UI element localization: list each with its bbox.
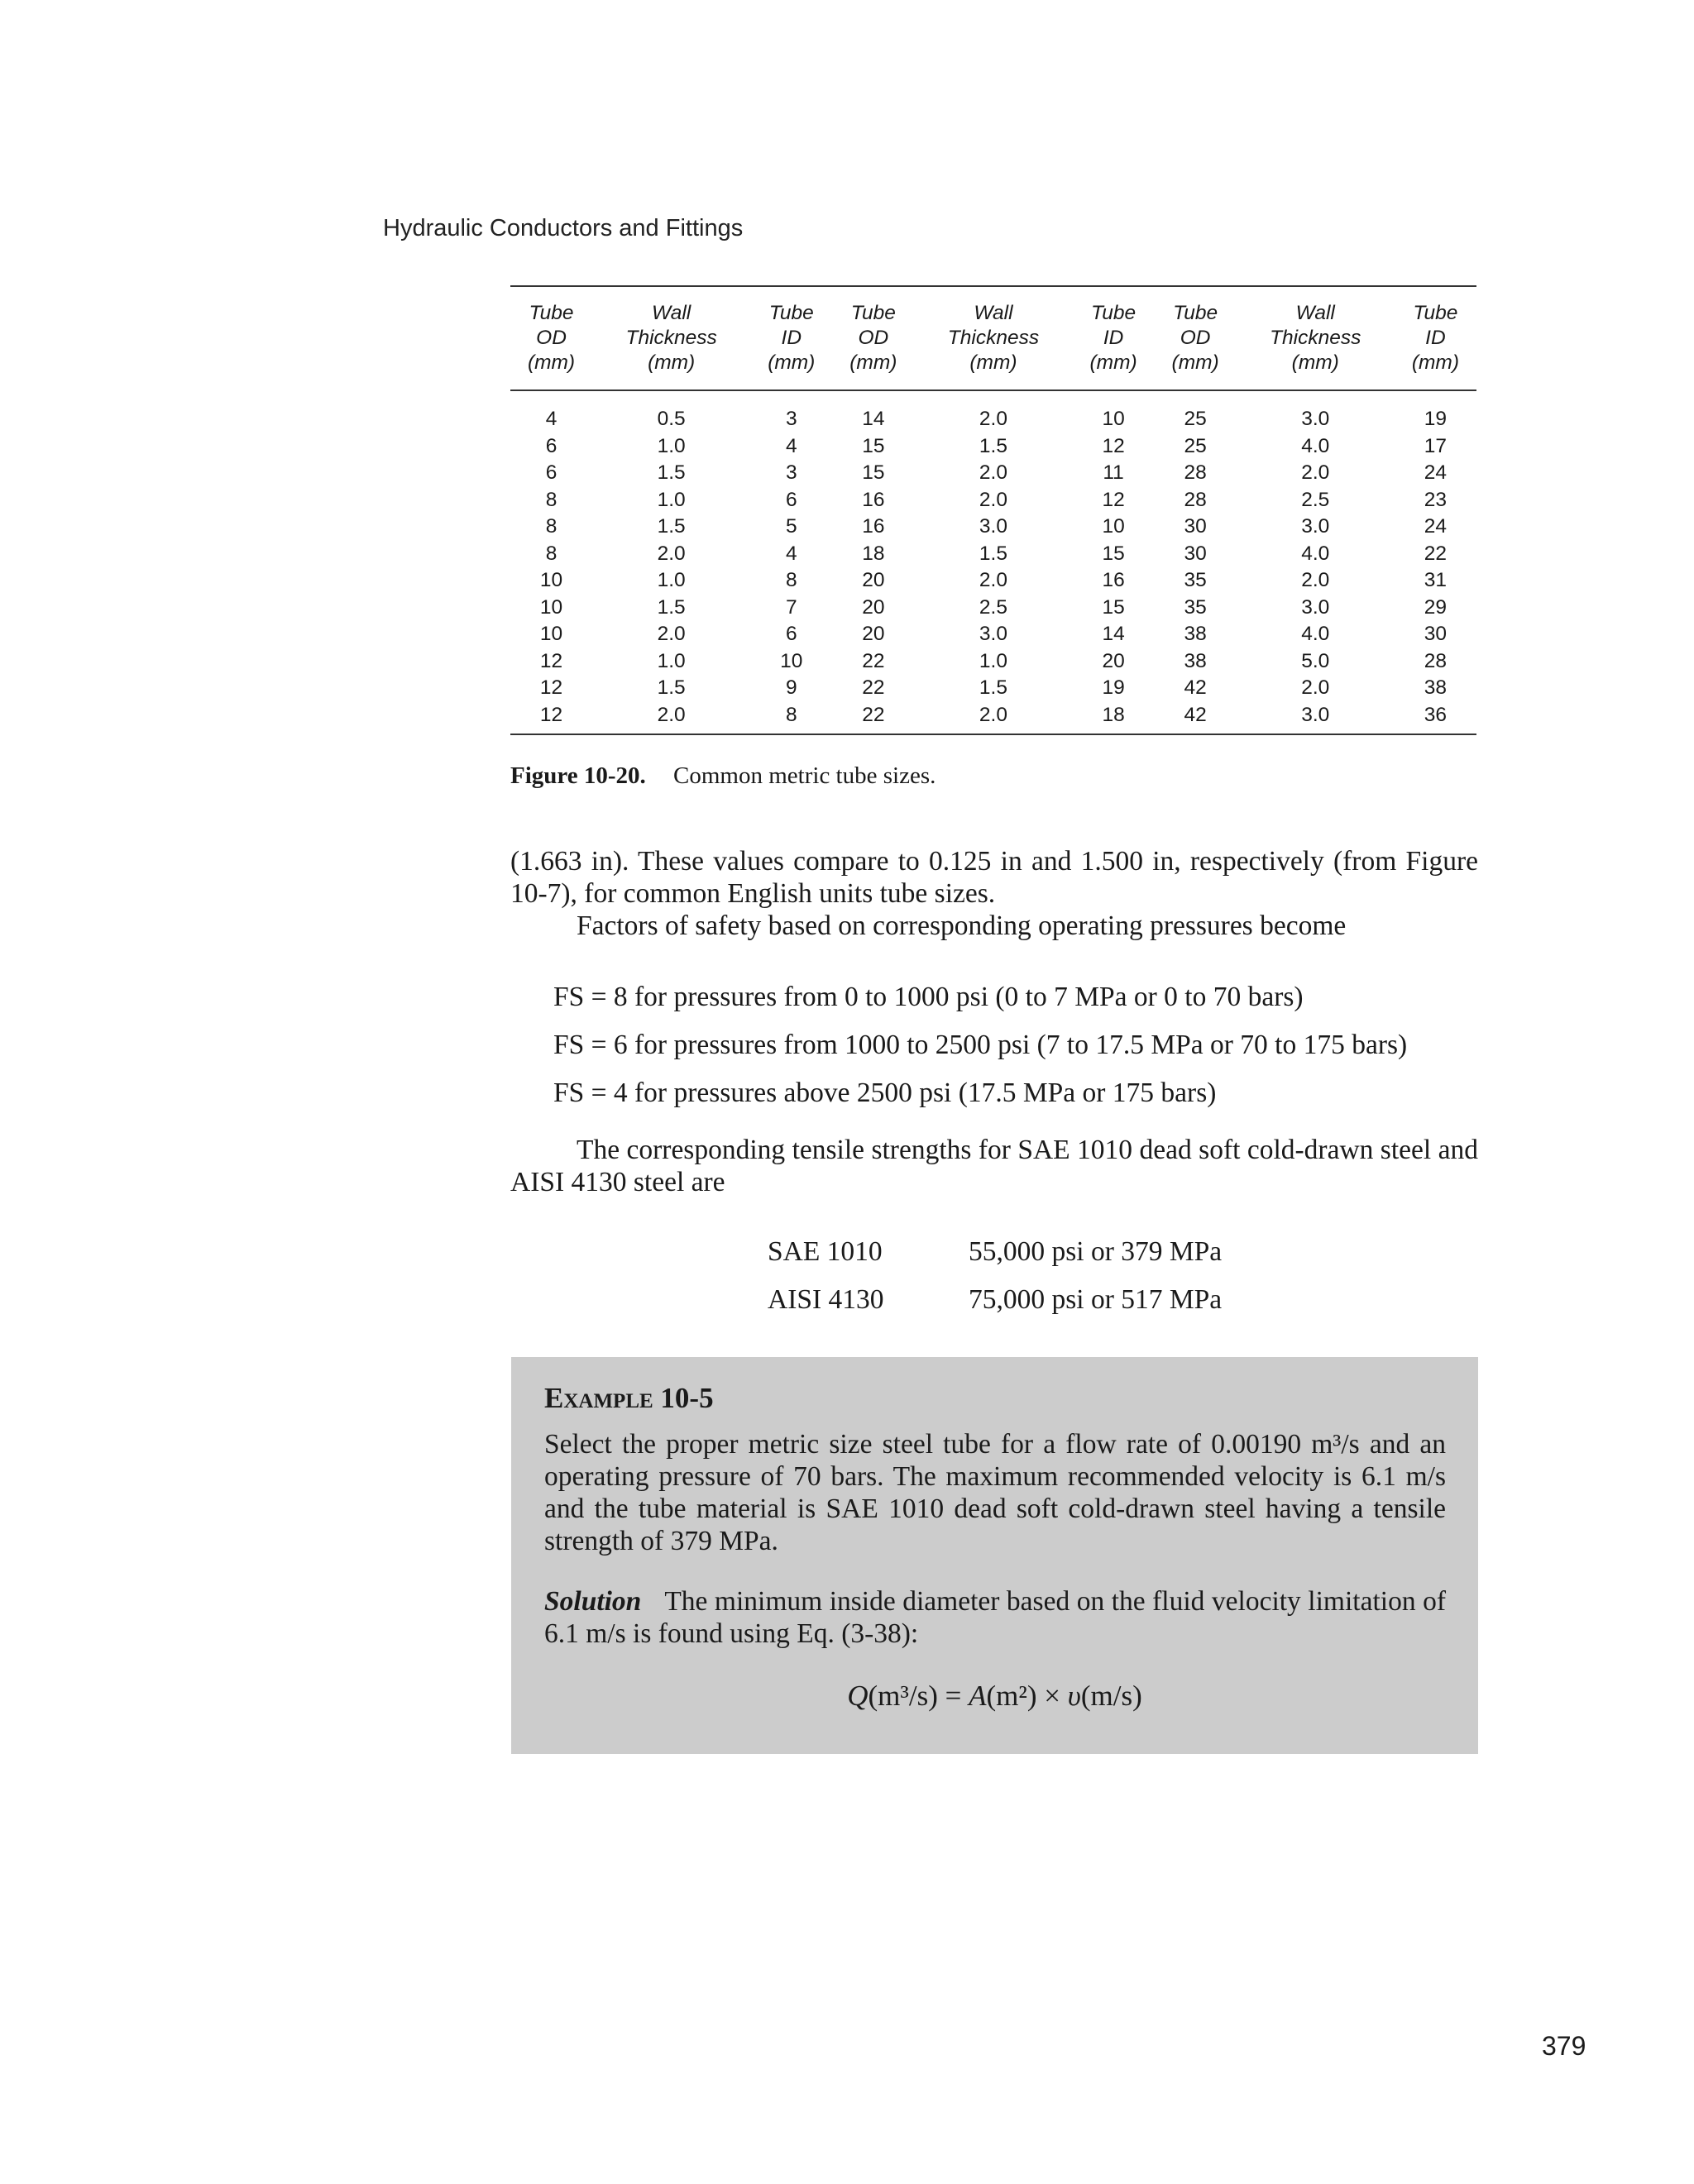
equation-times: × bbox=[1044, 1680, 1061, 1712]
column-header-line: OD bbox=[536, 327, 567, 349]
table-cell: 11 bbox=[1103, 461, 1124, 484]
table-row bbox=[510, 621, 1476, 648]
column-header-line: OD bbox=[858, 327, 889, 349]
table-cell: 2.0 bbox=[979, 461, 1007, 484]
column-header-line: (mm) bbox=[768, 351, 816, 374]
table-cell: 10 bbox=[539, 569, 563, 591]
column-header-line: (mm) bbox=[648, 351, 696, 374]
table-cell: 2.0 bbox=[1301, 569, 1330, 591]
table-cell: 1.0 bbox=[979, 649, 1007, 672]
column-header-line: (mm) bbox=[1291, 351, 1339, 374]
table-cell: 30 bbox=[1184, 542, 1207, 565]
table-cell: 3 bbox=[785, 408, 797, 430]
table-cell: 3.0 bbox=[1301, 515, 1330, 538]
table-cell: 8 bbox=[545, 488, 557, 511]
safety-factor-item: FS = 4 for pressures above 2500 psi (17.5 MPa or 175 bars) bbox=[553, 1078, 1217, 1108]
figure-caption-text: Common metric tube sizes. bbox=[673, 762, 936, 789]
table-cell: 20 bbox=[862, 595, 885, 619]
table-cell: 1.0 bbox=[657, 649, 686, 672]
table-cell: 25 bbox=[1184, 434, 1207, 457]
figure-label: Figure 10-20. bbox=[510, 762, 646, 789]
table-cell: 4 bbox=[785, 434, 797, 457]
paragraph-comparison: (1.663 in). These values compare to 0.125 in and 1.500 in, respectively (from Figure 10-7), for common English units tube sizes. bbox=[510, 846, 1478, 909]
table-cell: 14 bbox=[1102, 623, 1125, 645]
table-row bbox=[510, 487, 1476, 514]
column-header-line: OD bbox=[1180, 327, 1211, 349]
column-header-line: Tube bbox=[529, 302, 574, 324]
table-cell: 16 bbox=[1102, 569, 1125, 591]
table-cell: 42 bbox=[1184, 703, 1207, 726]
solution-text: The minimum inside diameter based on the fluid velocity limitation of 6.1 m/s is found using Eq. (3-38): bbox=[544, 1586, 1446, 1649]
table-row bbox=[510, 514, 1476, 541]
equation-v: υ bbox=[1067, 1680, 1081, 1712]
example-title: Example 10-5 bbox=[544, 1382, 714, 1414]
table-cell: 2.5 bbox=[1301, 488, 1330, 511]
table-cell: 2.0 bbox=[979, 569, 1007, 591]
column-header-line: (mm) bbox=[1089, 351, 1137, 374]
table-cell: 18 bbox=[1102, 703, 1125, 726]
column-header-line: Thickness bbox=[1270, 327, 1361, 349]
table-cell: 3.0 bbox=[1301, 703, 1330, 726]
table-cell: 22 bbox=[862, 703, 885, 726]
table-cell: 35 bbox=[1184, 569, 1207, 591]
table-cell: 1.5 bbox=[657, 461, 686, 484]
table-cell: 5.0 bbox=[1301, 649, 1330, 672]
column-header-line: Tube bbox=[1413, 302, 1458, 324]
table-cell: 2.0 bbox=[979, 703, 1007, 726]
example-solution-paragraph bbox=[544, 1585, 1446, 1650]
table-cell: 15 bbox=[862, 461, 885, 484]
table-cell: 31 bbox=[1424, 569, 1448, 591]
table-cell: 10 bbox=[1102, 515, 1125, 538]
table-cell: 4 bbox=[545, 408, 557, 430]
table-cell: 3.0 bbox=[1301, 408, 1330, 430]
table-row bbox=[510, 460, 1476, 487]
table-cell: 2.0 bbox=[657, 703, 686, 726]
table-cell: 1.5 bbox=[657, 676, 686, 699]
material-strength: 75,000 psi or 517 MPa bbox=[969, 1284, 1223, 1315]
table-cell: 22 bbox=[862, 649, 885, 672]
table-cell: 2.0 bbox=[1301, 461, 1330, 484]
table-cell: 10 bbox=[539, 595, 563, 619]
column-header bbox=[510, 286, 592, 390]
column-header bbox=[914, 286, 1072, 390]
table-cell: 7 bbox=[785, 595, 797, 619]
table-cell: 16 bbox=[862, 488, 885, 511]
table-cell: 8 bbox=[785, 703, 797, 726]
table-cell: 10 bbox=[539, 623, 563, 645]
table-cell: 3.0 bbox=[979, 515, 1007, 538]
table-cell: 6 bbox=[545, 461, 557, 484]
table-cell: 2.0 bbox=[979, 488, 1007, 511]
table-cell: 38 bbox=[1184, 649, 1207, 672]
example-box bbox=[511, 1357, 1478, 1754]
table-header-row bbox=[510, 286, 1476, 390]
table-cell: 38 bbox=[1424, 676, 1448, 699]
column-header bbox=[832, 286, 914, 390]
table-cell: 12 bbox=[1102, 434, 1125, 457]
table-cell: 6 bbox=[785, 623, 797, 645]
safety-factor-item: FS = 8 for pressures from 0 to 1000 psi (0 to 7 MPa or 0 to 70 bars) bbox=[553, 982, 1304, 1012]
table-cell: 8 bbox=[545, 542, 557, 565]
table-cell: 30 bbox=[1424, 623, 1448, 645]
strength-row bbox=[768, 1276, 1222, 1324]
table-cell: 3.0 bbox=[979, 623, 1007, 645]
column-header-line: Thickness bbox=[625, 327, 717, 349]
table-cell: 2.5 bbox=[979, 595, 1007, 619]
table-cell: 3.0 bbox=[1301, 595, 1330, 619]
table-cell: 12 bbox=[539, 676, 563, 699]
column-header-line: ID bbox=[1103, 327, 1124, 349]
table-cell: 12 bbox=[539, 703, 563, 726]
table-cell: 1.0 bbox=[657, 488, 686, 511]
equation-v-units: (m/s) bbox=[1080, 1680, 1142, 1712]
column-header-line: Wall bbox=[1295, 302, 1335, 324]
table-cell: 4.0 bbox=[1301, 623, 1330, 645]
column-header-line: Tube bbox=[768, 302, 814, 324]
table-cell: 1.5 bbox=[979, 434, 1007, 457]
column-header-line: (mm) bbox=[1411, 351, 1459, 374]
table-cell: 2.0 bbox=[979, 408, 1007, 430]
column-header bbox=[750, 286, 832, 390]
tensile-strength-table bbox=[768, 1228, 1222, 1324]
table-cell: 20 bbox=[1102, 649, 1125, 672]
table-cell: 5 bbox=[785, 515, 797, 538]
table-cell: 1.5 bbox=[979, 542, 1007, 565]
equation-q: Q bbox=[847, 1680, 869, 1712]
table-cell: 19 bbox=[1102, 676, 1125, 699]
table-cell: 10 bbox=[1102, 408, 1125, 430]
table-cell: 1.5 bbox=[657, 595, 686, 619]
table-cell: 2.0 bbox=[657, 542, 686, 565]
table-cell: 12 bbox=[539, 649, 563, 672]
table-cell: 24 bbox=[1424, 515, 1448, 538]
table-cell: 28 bbox=[1184, 488, 1207, 511]
equation-a-units: (m²) bbox=[986, 1680, 1037, 1712]
column-header-line: Tube bbox=[1173, 302, 1218, 324]
equation-q-units: (m³/s) bbox=[868, 1680, 938, 1712]
table-row bbox=[510, 567, 1476, 595]
table-cell: 28 bbox=[1184, 461, 1207, 484]
page-number: 379 bbox=[1542, 2031, 1586, 2061]
table-cell: 36 bbox=[1424, 703, 1448, 726]
material-name: AISI 4130 bbox=[768, 1284, 884, 1315]
column-header-line: (mm) bbox=[969, 351, 1017, 374]
table-cell: 4.0 bbox=[1301, 542, 1330, 565]
table-cell: 4.0 bbox=[1301, 434, 1330, 457]
figure-caption bbox=[510, 762, 936, 790]
table-cell: 24 bbox=[1424, 461, 1448, 484]
table-row bbox=[510, 595, 1476, 622]
safety-factor-item: FS = 6 for pressures from 1000 to 2500 psi (7 to 17.5 MPa or 70 to 175 bars) bbox=[553, 1030, 1408, 1060]
table-row bbox=[510, 675, 1476, 702]
column-header-line: (mm) bbox=[1171, 351, 1219, 374]
table-row bbox=[510, 390, 1476, 433]
column-header-line: (mm) bbox=[527, 351, 576, 374]
table-cell: 8 bbox=[785, 569, 797, 591]
equation-equals: = bbox=[945, 1680, 962, 1712]
table-cell: 1.0 bbox=[657, 434, 686, 457]
table-cell: 4 bbox=[785, 542, 797, 565]
table-body bbox=[510, 390, 1476, 734]
table-cell: 2.0 bbox=[657, 623, 686, 645]
solution-label: Solution bbox=[544, 1586, 642, 1617]
table-cell: 38 bbox=[1184, 623, 1207, 645]
table-row bbox=[510, 433, 1476, 461]
table-cell: 1.5 bbox=[657, 515, 686, 538]
column-header bbox=[1237, 286, 1395, 390]
metric-tube-size-table bbox=[510, 285, 1476, 735]
table-cell: 1.0 bbox=[657, 569, 686, 591]
table-cell: 25 bbox=[1184, 408, 1207, 430]
table-cell: 28 bbox=[1424, 649, 1448, 672]
column-header-line: ID bbox=[781, 327, 802, 349]
table-cell: 15 bbox=[1102, 542, 1125, 565]
paragraph-safety-intro: Factors of safety based on corresponding operating pressures become bbox=[577, 910, 1347, 941]
table-cell: 9 bbox=[785, 676, 797, 699]
table-cell: 10 bbox=[780, 649, 803, 672]
column-header-line: Wall bbox=[652, 302, 691, 324]
column-header-line: Wall bbox=[974, 302, 1013, 324]
example-problem-text: Select the proper metric size steel tube for a flow rate of 0.00190 m³/s and an operating pressure of 70 bars. The maximum recommended velocity is 6.1 m/s and the tube material is SAE 1010 dead soft cold-drawn steel having a tensile strength of 379 MPa. bbox=[544, 1429, 1446, 1556]
equation-a: A bbox=[969, 1680, 987, 1712]
table-cell: 6 bbox=[545, 434, 557, 457]
table-cell: 17 bbox=[1424, 434, 1448, 457]
material-name: SAE 1010 bbox=[768, 1236, 883, 1267]
column-header bbox=[1073, 286, 1155, 390]
column-header-line: (mm) bbox=[849, 351, 897, 374]
table-cell: 0.5 bbox=[657, 408, 686, 430]
table-cell: 19 bbox=[1424, 408, 1448, 430]
table-cell: 18 bbox=[862, 542, 885, 565]
table-cell: 35 bbox=[1184, 595, 1207, 619]
paragraph-tensile-intro: The corresponding tensile strengths for SAE 1010 dead soft cold-drawn steel and AISI 4130 steel are bbox=[510, 1135, 1478, 1197]
safety-factor-list bbox=[553, 973, 1407, 1117]
table-cell: 1.5 bbox=[979, 676, 1007, 699]
table-cell: 6 bbox=[785, 488, 797, 511]
table-cell: 2.0 bbox=[1301, 676, 1330, 699]
column-header-line: ID bbox=[1425, 327, 1446, 349]
column-header bbox=[1155, 286, 1237, 390]
table-cell: 20 bbox=[862, 569, 885, 591]
table-row bbox=[510, 702, 1476, 735]
running-head: Hydraulic Conductors and Fittings bbox=[383, 215, 744, 241]
table-cell: 3 bbox=[785, 461, 797, 484]
table-cell: 15 bbox=[862, 434, 885, 457]
table-cell: 20 bbox=[862, 623, 885, 645]
strength-row bbox=[768, 1228, 1222, 1276]
table-cell: 42 bbox=[1184, 676, 1207, 699]
table-header bbox=[510, 286, 1476, 390]
table-cell: 8 bbox=[545, 515, 557, 538]
table-cell: 12 bbox=[1102, 488, 1125, 511]
table-row bbox=[510, 541, 1476, 568]
column-header-line: Thickness bbox=[947, 327, 1040, 349]
table-cell: 29 bbox=[1424, 595, 1448, 619]
column-header bbox=[592, 286, 750, 390]
table-cell: 22 bbox=[862, 676, 885, 699]
column-header-line: Tube bbox=[1091, 302, 1137, 324]
table-row bbox=[510, 648, 1476, 676]
table-cell: 22 bbox=[1424, 542, 1448, 565]
table-cell: 16 bbox=[862, 515, 885, 538]
table-cell: 14 bbox=[862, 408, 885, 430]
table-cell: 30 bbox=[1184, 515, 1207, 538]
column-header-line: Tube bbox=[850, 302, 896, 324]
material-strength: 55,000 psi or 379 MPa bbox=[969, 1236, 1223, 1267]
table-cell: 23 bbox=[1424, 488, 1448, 511]
flow-equation bbox=[511, 1680, 1478, 1713]
table-cell: 15 bbox=[1102, 595, 1125, 619]
column-header bbox=[1395, 286, 1476, 390]
